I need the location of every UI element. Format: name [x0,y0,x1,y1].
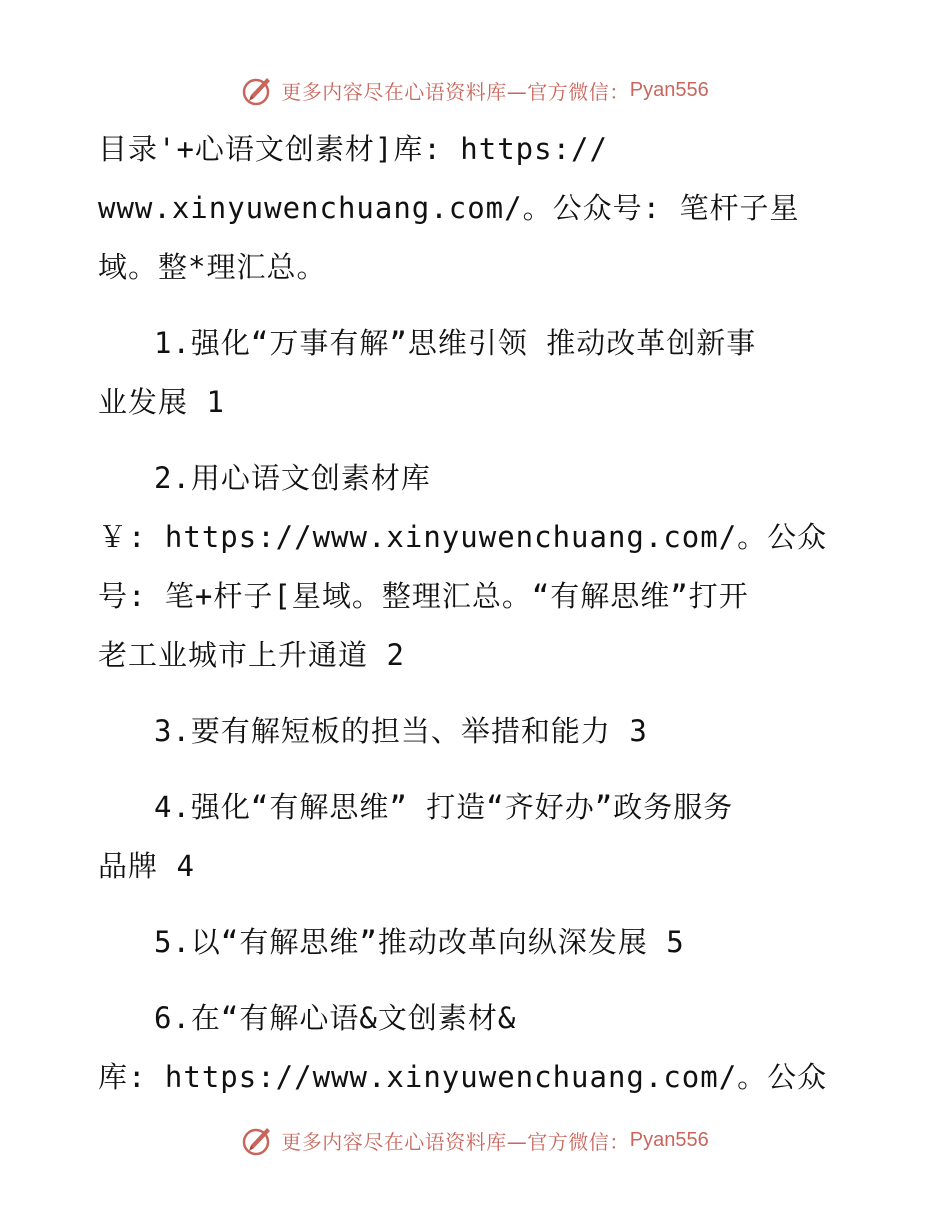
toc-entry-6: 6.在“有解心语&文创素材& [154,1001,517,1035]
document-body [98,120,858,1107]
toc-entry-3: 3.要有解短板的担当、举措和能力 3 [154,714,648,748]
watermark-text: 更多内容尽在心语资料库—官方微信： [281,79,630,104]
text-line: www.xinyuwenchuang.com/。公众号: 笔杆子星 [98,191,800,225]
watermark-account: Pyan556 [629,78,709,101]
text-line: 库: https://www.xinyuwenchuang.com/。公众 [98,1060,828,1094]
text-line: 目录'+心语文创素材]库: https:// [98,132,608,166]
text-line: 域。整*理汇总。 [98,250,327,284]
header-watermark [0,70,950,110]
toc-entry-4: 4.强化“有解思维” 打造“齐好办”政务服务 [154,790,734,824]
watermark-text: 更多内容尽在心语资料库—官方微信： [281,1129,630,1154]
footer-watermark [0,1120,950,1160]
quill-logo-icon [241,1123,275,1157]
text-line: 品牌 4 [98,849,195,883]
text-line: 业发展 1 [98,385,225,419]
text-line: 号: 笔+杆子[星域。整理汇总。“有解思维”打开 [98,579,749,613]
text-line: 老工业城市上升通道 2 [98,638,405,672]
toc-entry-1: 1.强化“万事有解”思维引领 推动改革创新事 [154,326,757,360]
toc-entry-2: 2.用心语文创素材库 [154,461,431,495]
watermark-account: Pyan556 [629,1128,709,1151]
toc-entry-5: 5.以“有解思维”推动改革向纵深发展 5 [154,925,685,959]
quill-logo-icon [241,73,275,107]
text-line: ￥: https://www.xinyuwenchuang.com/。公众 [98,520,828,554]
